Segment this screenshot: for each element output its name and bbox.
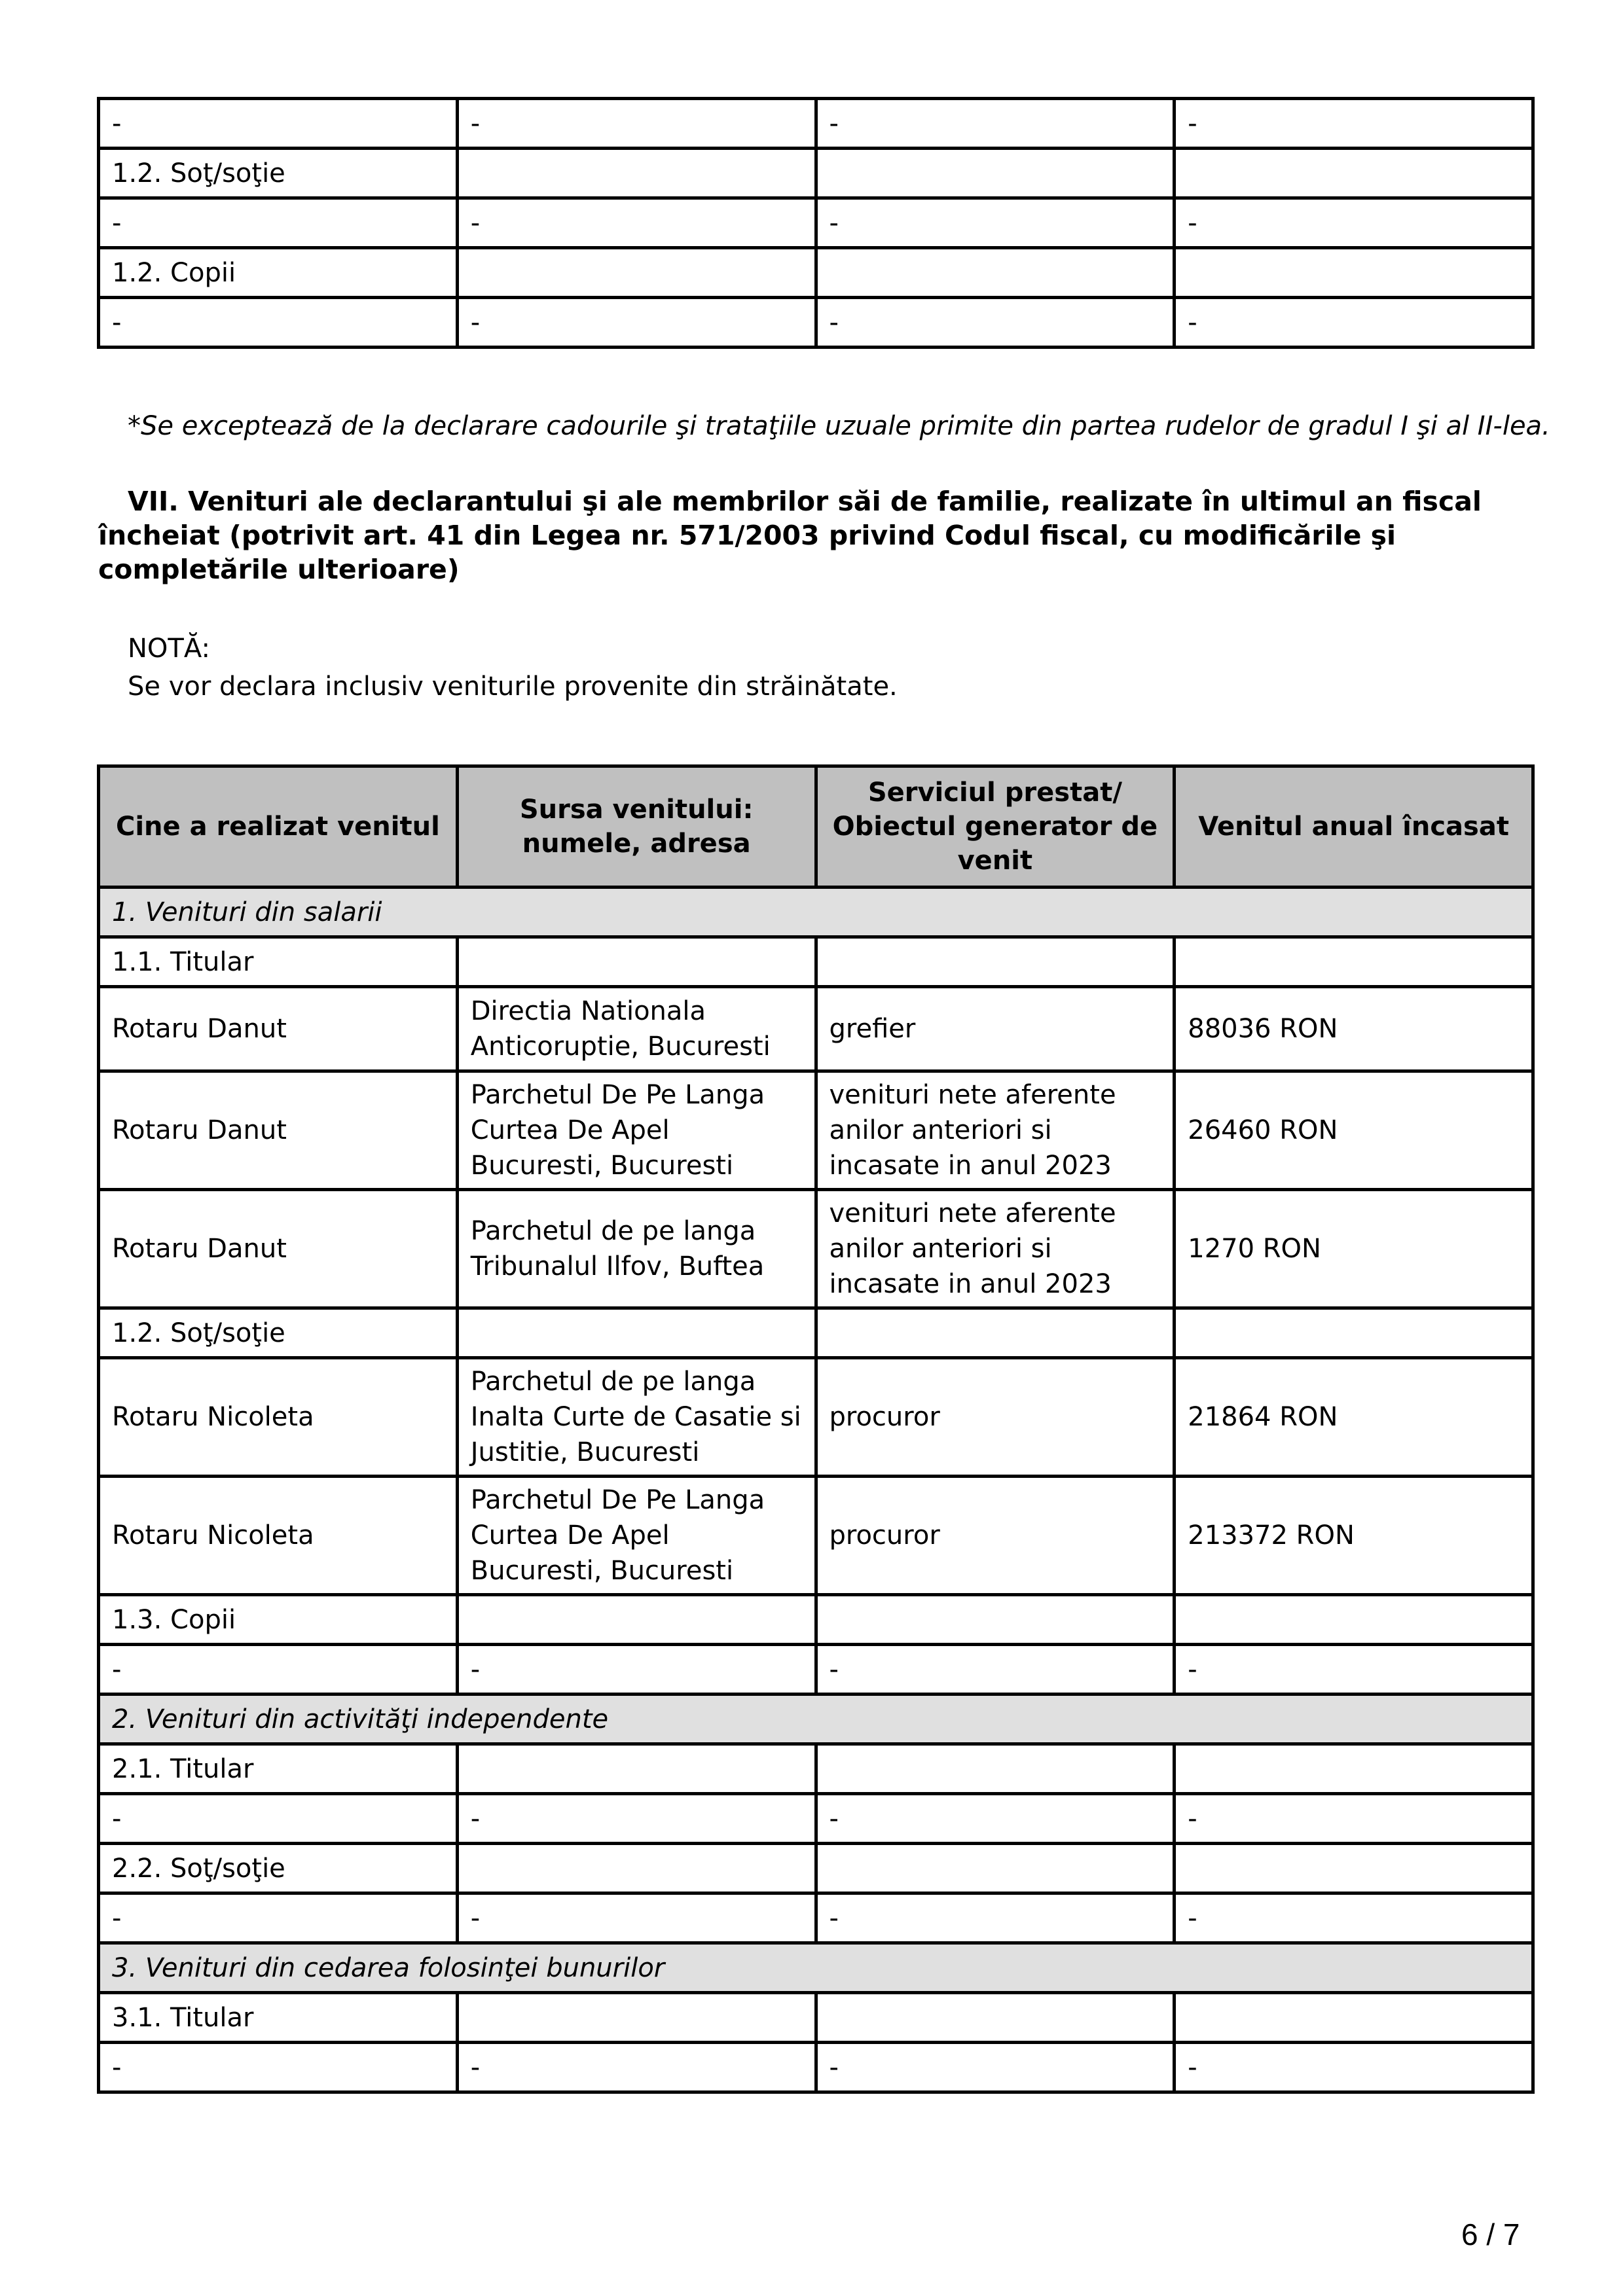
cell: procuror <box>816 1477 1175 1595</box>
section-row <box>99 888 1533 937</box>
cell: venituri nete aferente anilor anteriori si incasate in anul 2023 <box>816 1190 1175 1308</box>
cell: 1.3. Copii <box>99 1595 458 1645</box>
cell: Rotaru Danut <box>99 1071 458 1190</box>
table-row <box>99 298 1533 348</box>
cell <box>1175 1744 1533 1794</box>
cell <box>816 937 1175 987</box>
cell <box>1175 1308 1533 1358</box>
table-row <box>99 2043 1533 2092</box>
cell: - <box>99 298 458 348</box>
cell <box>816 1744 1175 1794</box>
table-row <box>99 248 1533 298</box>
cell <box>1175 149 1533 198</box>
cell <box>816 1993 1175 2043</box>
cell: 1.2. Soţ/soţie <box>99 1308 458 1358</box>
table-row <box>99 987 1533 1071</box>
cell <box>1175 1993 1533 2043</box>
table-row <box>99 198 1533 248</box>
cell: 2.1. Titular <box>99 1744 458 1794</box>
cell: - <box>816 99 1175 149</box>
cell: 1.2. Soţ/soţie <box>99 149 458 198</box>
cell: - <box>816 198 1175 248</box>
cell: Parchetul De Pe Langa Curtea De Apel Bucuresti, Bucuresti <box>457 1071 816 1190</box>
income-table <box>97 764 1535 2094</box>
column-header: Serviciul prestat/ Obiectul generator de venit <box>816 766 1175 888</box>
table-row <box>99 1358 1533 1477</box>
section-label: 3. Venituri din cedarea folosinţei bunurilor <box>99 1943 1533 1993</box>
section-label: 2. Venituri din activităţi independente <box>99 1695 1533 1744</box>
cell: - <box>1175 99 1533 149</box>
cell <box>457 1308 816 1358</box>
cell <box>816 149 1175 198</box>
cell <box>816 1844 1175 1893</box>
note-block <box>128 630 898 706</box>
cell: - <box>1175 2043 1533 2092</box>
cell: - <box>1175 1893 1533 1943</box>
table-header-row <box>99 766 1533 888</box>
cell: - <box>99 1794 458 1844</box>
cell <box>816 1308 1175 1358</box>
table-row <box>99 1645 1533 1695</box>
cell: - <box>99 99 458 149</box>
previous-section-table <box>97 97 1535 349</box>
cell: - <box>1175 198 1533 248</box>
cell: - <box>457 298 816 348</box>
cell <box>457 1595 816 1645</box>
cell: - <box>99 198 458 248</box>
cell <box>457 1993 816 2043</box>
cell: 2.2. Soţ/soţie <box>99 1844 458 1893</box>
cell: Rotaru Danut <box>99 987 458 1071</box>
cell: - <box>816 298 1175 348</box>
cell: 1.2. Copii <box>99 248 458 298</box>
table-row <box>99 1477 1533 1595</box>
cell: grefier <box>816 987 1175 1071</box>
cell <box>457 937 816 987</box>
cell: Rotaru Danut <box>99 1190 458 1308</box>
cell: Rotaru Nicoleta <box>99 1477 458 1595</box>
cell: - <box>99 2043 458 2092</box>
section-row <box>99 1943 1533 1993</box>
column-header: Cine a realizat venitul <box>99 766 458 888</box>
cell: - <box>457 1893 816 1943</box>
cell <box>1175 1595 1533 1645</box>
table-row <box>99 1071 1533 1190</box>
cell: 1270 RON <box>1175 1190 1533 1308</box>
cell: Directia Nationala Anticoruptie, Bucuresti <box>457 987 816 1071</box>
cell: Parchetul de pe langa Tribunalul Ilfov, Buftea <box>457 1190 816 1308</box>
section-row <box>99 1695 1533 1744</box>
section-label: 1. Venituri din salarii <box>99 888 1533 937</box>
section-heading: VII. Venituri ale declarantului şi ale membrilor săi de familie, realizate în ultimul an fiscal încheiat (potrivit art. 41 din Legea nr. 571/2003 privind Codul fiscal, cu modificările şi completările ulterioare) <box>98 486 1482 585</box>
cell: - <box>99 1893 458 1943</box>
cell: - <box>816 1893 1175 1943</box>
cell <box>457 1844 816 1893</box>
cell <box>816 248 1175 298</box>
cell: 21864 RON <box>1175 1358 1533 1477</box>
cell: - <box>457 99 816 149</box>
cell: 3.1. Titular <box>99 1993 458 2043</box>
table-row <box>99 1993 1533 2043</box>
note-text: Se vor declara inclusiv veniturile provenite din străinătate. <box>128 672 898 702</box>
cell <box>457 149 816 198</box>
cell <box>1175 248 1533 298</box>
cell: - <box>99 1645 458 1695</box>
cell: - <box>457 1794 816 1844</box>
cell: Rotaru Nicoleta <box>99 1358 458 1477</box>
cell <box>1175 937 1533 987</box>
table-row <box>99 1190 1533 1308</box>
table-row <box>99 1308 1533 1358</box>
cell: procuror <box>816 1358 1175 1477</box>
table-row <box>99 1794 1533 1844</box>
cell: - <box>457 2043 816 2092</box>
table-row <box>99 99 1533 149</box>
cell: 1.1. Titular <box>99 937 458 987</box>
cell: - <box>457 198 816 248</box>
cell: venituri nete aferente anilor anteriori si incasate in anul 2023 <box>816 1071 1175 1190</box>
cell: Parchetul De Pe Langa Curtea De Apel Bucuresti, Bucuresti <box>457 1477 816 1595</box>
cell: - <box>816 1645 1175 1695</box>
table-row <box>99 937 1533 987</box>
column-header: Sursa venitului: numele, adresa <box>457 766 816 888</box>
cell: - <box>457 1645 816 1695</box>
cell: - <box>1175 1794 1533 1844</box>
footnote: *Se exceptează de la declarare cadourile şi trataţiile uzuale primite din partea rudelor de gradul I şi al II-lea. <box>128 411 1550 441</box>
cell <box>816 1595 1175 1645</box>
table-row <box>99 1595 1533 1645</box>
table-row <box>99 1893 1533 1943</box>
cell: - <box>1175 298 1533 348</box>
column-header: Venitul anual încasat <box>1175 766 1533 888</box>
cell: Parchetul de pe langa Inalta Curte de Casatie si Justitie, Bucuresti <box>457 1358 816 1477</box>
cell: - <box>816 1794 1175 1844</box>
cell <box>457 1744 816 1794</box>
table-row <box>99 149 1533 198</box>
cell: 88036 RON <box>1175 987 1533 1071</box>
table-row <box>99 1744 1533 1794</box>
cell <box>1175 1844 1533 1893</box>
cell: - <box>1175 1645 1533 1695</box>
cell <box>457 248 816 298</box>
note-label: NOTĂ: <box>128 634 210 664</box>
cell: 26460 RON <box>1175 1071 1533 1190</box>
cell: 213372 RON <box>1175 1477 1533 1595</box>
table-row <box>99 1844 1533 1893</box>
cell: - <box>816 2043 1175 2092</box>
page-number: 6 / 7 <box>1461 2217 1520 2251</box>
